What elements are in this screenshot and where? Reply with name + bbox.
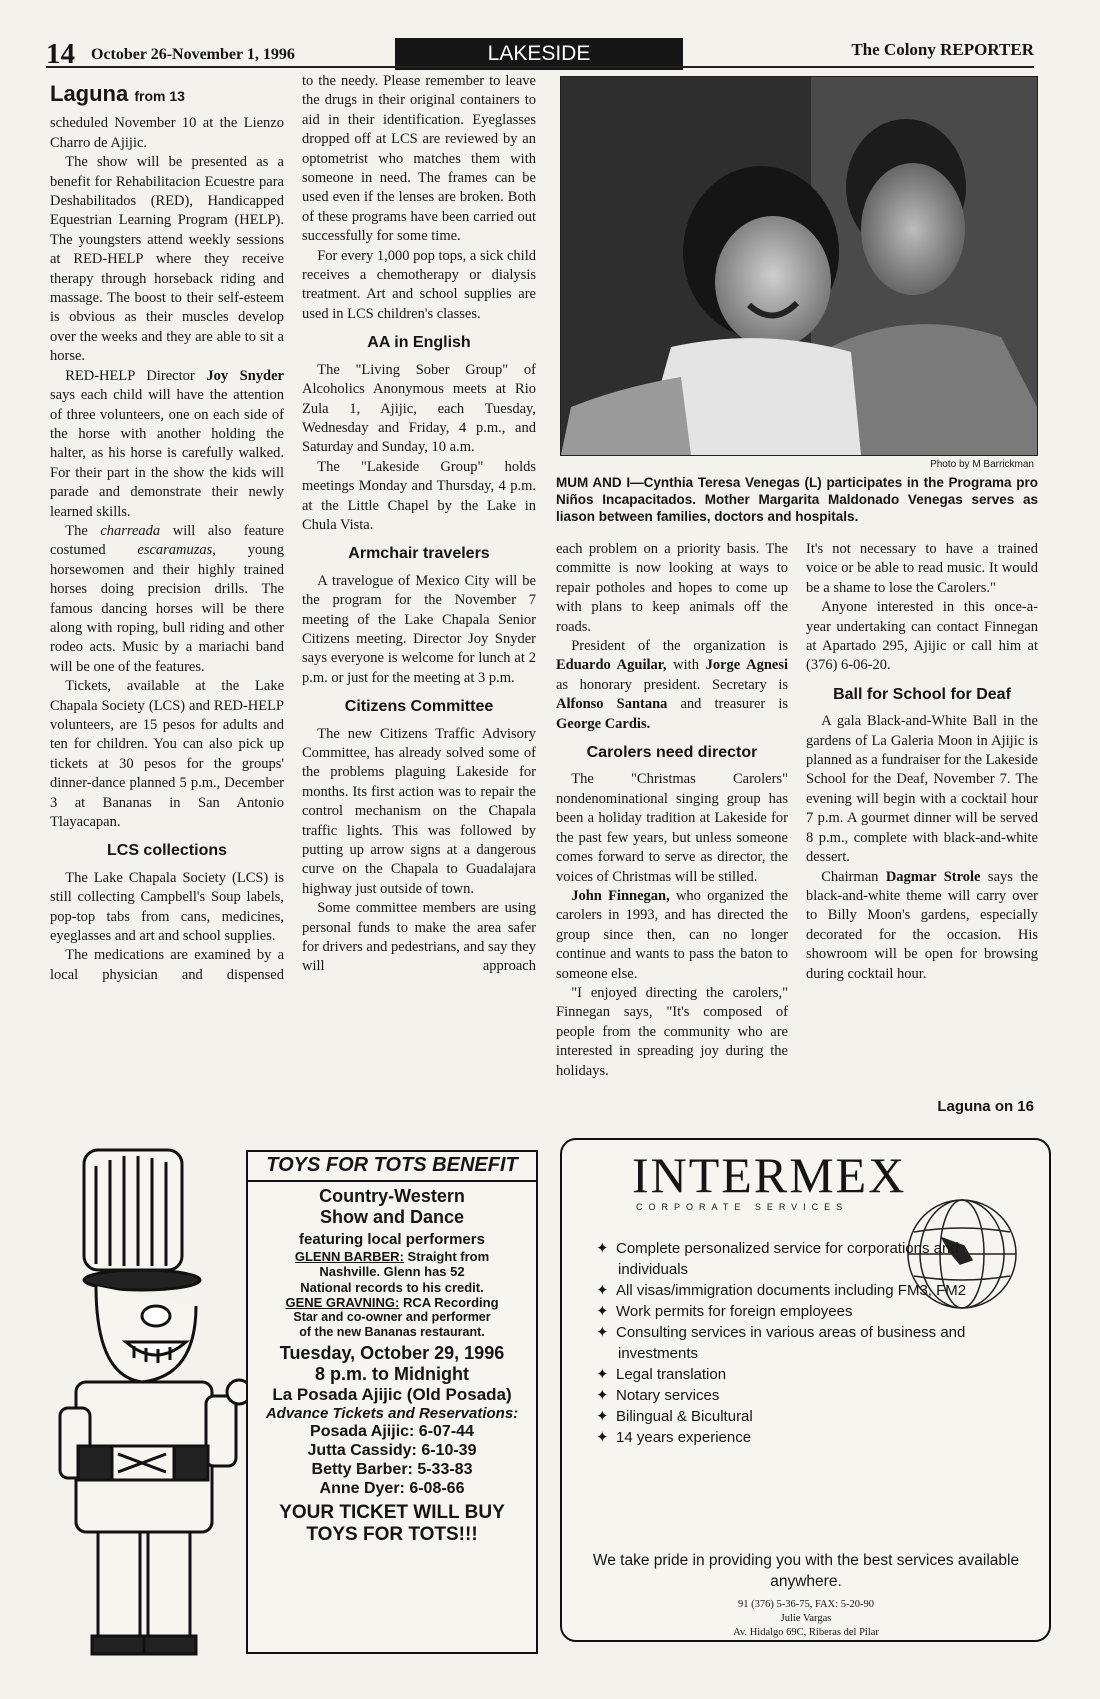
column-1 [50,78,284,985]
intermex-logo: INTERMEX [632,1147,907,1203]
paragraph: Chairman Dagmar Strole says the black-and-white theme will carry over to Billy Moon's gardens, especially decorated for the occasion. His showroom will be open for browsing during cocktail hour. [806,868,1039,982]
list-item: ✦ Legal translation [596,1366,727,1383]
ad-phone: Betty Barber: 5-33-83 [311,1460,473,1478]
paragraph: RED-HELP Director Joy Snyder says each child will have the attention of three volunteers, one on each side of the horse with another holding the halter, as his horse is carefully walked. For their part in the show the kids will parade and demonstrate their newly learned skills. [50,367,284,520]
intermex-contact [582,1598,1030,1640]
contact-address: Av. Hidalgo 69C, Riberas del Pilar [733,1627,879,1638]
paragraph: For every 1,000 pop tops, a sick child receives a chemotherapy or dialysis treatment. Art and school supplies are used in LCS children's classes. [302,247,536,322]
list-item: ✦ Complete personalized service for corporations and individuals [596,1240,959,1278]
column-2 [302,72,536,977]
ad-line: featuring local performers [299,1231,485,1249]
subhead-citizens: Citizens Committee [344,698,494,716]
paragraph: The "Lakeside Group" holds meetings Monday and Thursday, 4 p.m. at the Little Chapel by the Lake in Chula Vista. [302,458,536,533]
paragraph: The show will be presented as a benefit for Rehabilitacion Ecuestre para Deshabilitados (RED), Handicapped Equestrian Learning Program (HELP). The youngsters attend weekly sessions at RED-HELP where they receive therapy through horseback riding and massage. The boost to their self-esteem is obvious as their muscles develop over the weeks and they are able to sit a horse. [50,154,284,365]
ad-phone: Jutta Cassidy: 6-10-39 [307,1442,477,1460]
paragraph: A travelogue of Mexico City will be the program for the November 7 meeting of the Lake Chapala Senior Citizens meeting. Director Joy Snyder says everyone is welcome for lunch at 2 p.m. or just for the meeting at 3 p.m. [302,572,536,686]
paragraph: The Lake Chapala Society (LCS) is still collecting Campbell's Soup labels, pop-top tabs from cans, medicines, eyeglasses and art and school supplies. [50,869,284,945]
news-photo [560,76,1038,456]
ad-closing: YOUR TICKET WILL BUY [279,1501,505,1523]
paragraph: "I enjoyed directing the carolers," Finnegan says, "It's composed of people from the community who are interested in spreading joy during the holidays. [556,984,788,1079]
page-number: 14 [46,38,75,70]
contact-phone: 91 (376) 5-36-75, FAX: 5-20-90 [738,1599,874,1610]
toy-soldier-icon [56,1146,252,1658]
ad-line: of the new Bananas restaurant. [299,1325,485,1340]
ad-venue: La Posada Ajijic (Old Posada) [272,1385,512,1405]
paper-name: The Colony REPORTER [851,40,1034,59]
paragraph: John Finnegan, who organized the carolers in 1993, and has directed the group since then, can no longer continue and wants to pass the baton to someone else. [556,887,788,982]
paragraph: The new Citizens Traffic Advisory Committee, has already solved some of the problems plaguing Lakeside for months. Its first action was to repair the control mechanism on the Chapala traffic lights. This was followed by putting up arrow signs at a dangerous curve on the Chapala to Guadalajara highway just outside of town. [302,725,536,897]
list-item: ✦ Work permits for foreign employees [596,1303,853,1320]
paragraph: A gala Black-and-White Ball in the gardens of La Galeria Moon in Ajijic is planned as a fundraiser for the Lakeside School for the Deaf, November 7. The evening will begin with a cocktail hour 7 p.m. A gourmet dinner will be served 8 p.m., complete with black-and-white dessert. [806,713,1038,866]
subhead-lcs: LCS collections [106,842,228,860]
jump-line: Laguna on 16 [937,1098,1034,1115]
list-item: ✦ Bilingual & Bicultural [596,1408,753,1425]
intermex-slogan: We take pride in providing you with the best services available anywhere. [592,1552,1020,1590]
paragraph: The charreada will also feature costumed escaramuzas, young horsewomen and their highly trained horses doing precision drills. The famous dancing horses will be there along with roping, bull riding and other rodeo acts. Music by a mariachi band will be one of the features. [50,522,284,675]
toy-soldier-illustration [56,1146,252,1658]
list-item: ✦ All visas/immigration documents including FM3, FM2 [596,1282,967,1299]
paragraph: The "Christmas Carolers" nondenominational singing group has been a holiday tradition at Lakeside for the past few years, but unless someone comes forward to serve as director, the voices of Christmas will be stilled. [556,771,788,885]
paragraph: The medications are examined by a local physician and dispensed [50,947,284,983]
ad-line: GENE GRAVNING: RCA Recording [285,1295,499,1311]
paragraph: to the needy. Please remember to leave the drugs in their original containers to aid in their identification. Eyeglasses dropped off at LCS are reviewed by an optometrist who matches them with someone in need. The frames can be used even if the lenses are broken. Both of these programs have been carried out successfully for some time. [302,73,536,245]
paragraph: President of the organization is Eduardo Aguilar, with Jorge Agnesi as honorary president. Secretary is Alfonso Santana and treasurer is George Cardis. [556,638,789,732]
ad-line: Show and Dance [319,1207,465,1228]
paragraph: It's not necessary to have a trained voice or be able to read music. It would be a shame to lose the Carolers." [806,541,1038,596]
column-4 [806,540,1038,984]
services-list [588,1238,1028,1448]
photo-caption: MUM AND I—Cynthia Teresa Venegas (L) participates in the Programa pro Niños Incapacitados. Mother Margarita Maldonado Venegas serves as liason between families, doctors and hospitals. [556,475,1038,524]
toys-for-tots-ad [246,1150,538,1654]
column-3 [556,540,788,1081]
list-item: ✦ Consulting services in various areas of business and investments [596,1324,966,1362]
paragraph: each problem on a priority basis. The committe is now looking at ways to repair potholes and hopes to come up with plans to keep animals off the roads. [556,541,788,635]
subhead-carolers: Carolers need director [586,744,758,762]
mother-child-photo-image [561,77,1037,455]
ad-phone: Anne Dyer: 6-08-66 [319,1479,465,1497]
subhead-ball: Ball for School for Deaf [833,685,1011,703]
ad-closing: TOYS FOR TOTS!!! [306,1524,478,1546]
ad-line: Advance Tickets and Reservations: [265,1405,519,1423]
photo-credit: Photo by M Barrickman [930,459,1034,470]
list-item: ✦ Notary services [596,1387,720,1404]
contact-name: Julie Vargas [780,1613,832,1624]
intermex-ad [560,1138,1051,1642]
list-item: ✦ 14 years experience [596,1429,752,1446]
ad-phone: Posada Ajijic: 6-07-44 [310,1423,474,1441]
paragraph: The "Living Sober Group" of Alcoholics Anonymous meets at Rio Zula 1, Ajijic, each Tuesday, Wednesday and Friday, 4 p.m., and Saturday and Sunday, 10 a.m. [302,361,536,456]
paragraph: Anyone interested in this once-a-year undertaking can contact Finnegan at Apartado 295, Ajijic or call him at (376) 6-06-20. [806,599,1038,674]
paragraph: Tickets, available at the Lake Chapala Society (LCS) and RED-HELP volunteers, are 15 pesos for adults and ten for children. You can also pick up tickets at 30 pesos for the groups' dinner-dance planned 5 p.m., December 3 at Bananas in San Antonio Tlayacapan. [50,678,284,831]
ad-date: Tuesday, October 29, 1996 [279,1342,505,1363]
subhead-aa: AA in English [367,334,471,352]
ad-line: Nashville. Glenn has 52 [319,1264,465,1280]
issue-date: October 26-November 1, 1996 [91,46,295,63]
paragraph: Some committee members are using personal funds to make the area safer for drivers and pedestrians, and say they will approach [302,900,536,975]
jump-kicker: Laguna from 13 [50,81,185,106]
ad-line: Country-Western [319,1186,465,1206]
ad-title: TOYS FOR TOTS BENEFIT [248,1152,536,1182]
section-banner: LAKESIDE [395,38,683,70]
ad-line: Star and co-owner and performer [293,1310,491,1325]
intermex-subtitle: CORPORATE SERVICES [636,1202,849,1212]
subhead-armchair: Armchair travelers [348,545,490,563]
ad-line: National records to his credit. [300,1279,484,1295]
ad-line: GLENN BARBER: Straight from [294,1249,490,1265]
ad-time: 8 p.m. to Midnight [315,1364,469,1385]
header-rule [46,66,1034,68]
paragraph: scheduled November 10 at the Lienzo Charro de Ajijic. [50,115,284,151]
